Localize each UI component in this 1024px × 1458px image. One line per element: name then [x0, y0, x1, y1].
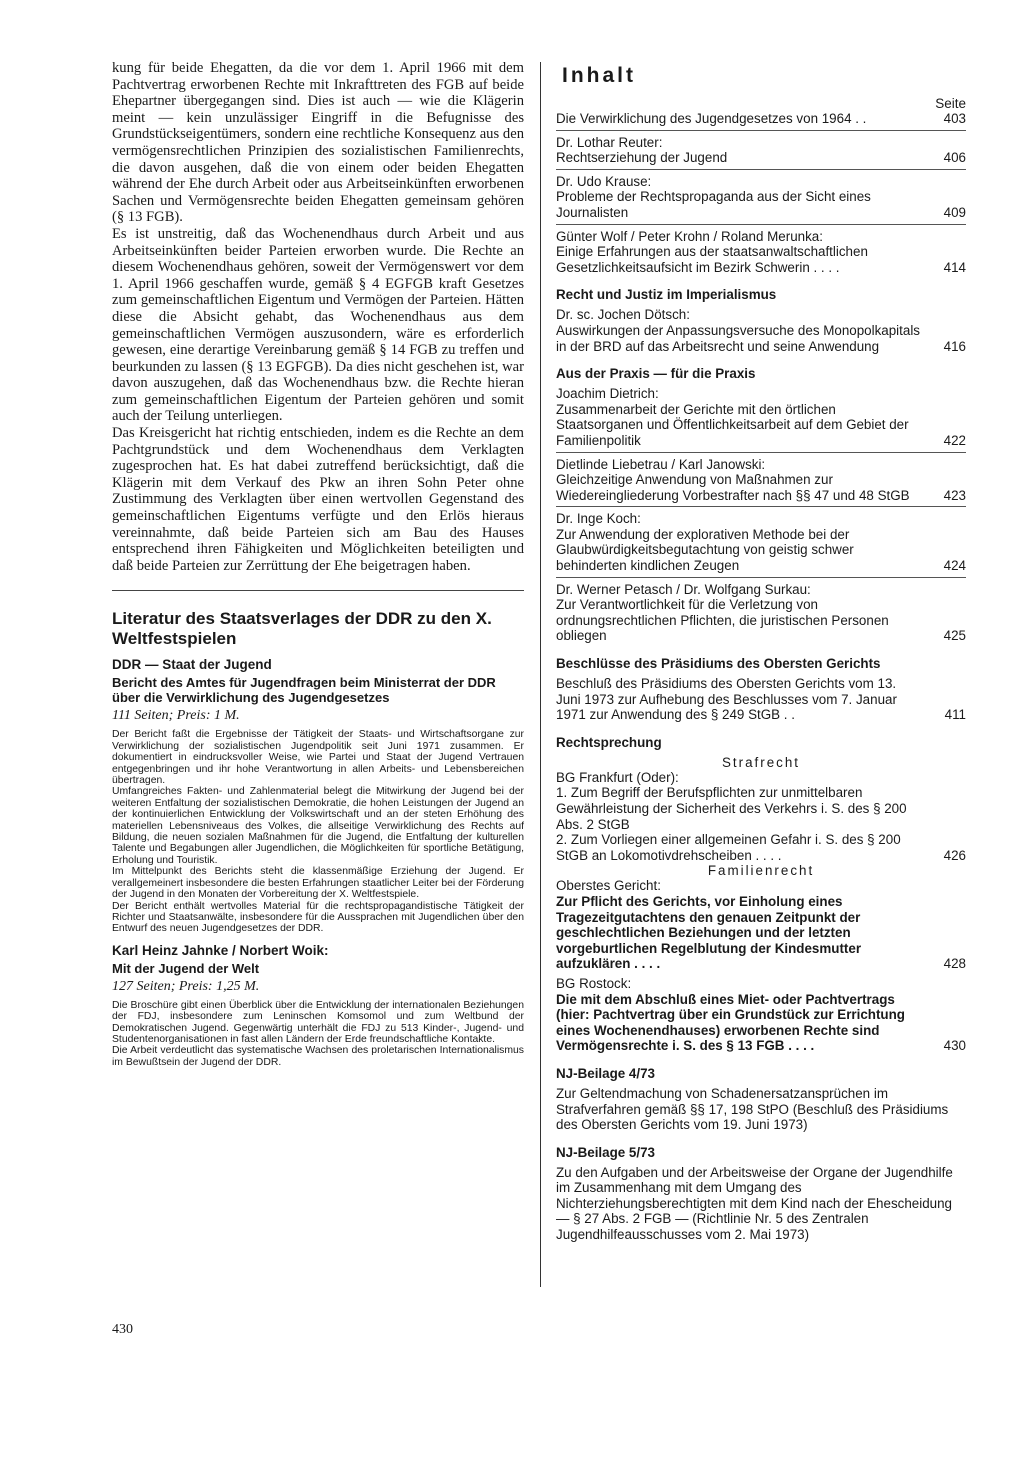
toc-entry-title: Zu den Aufgaben und der Arbeitsweise der Organe der Jugendhilfe im Zusammenhang mit dem Umgang des Nichterziehungsberechtigten mit dem Kind nach der Ehescheidung — § 27 Abs. 2 FGB — (Richtlinie Nr. 5 des Zentralen Jugendhilfeausschusses vom 2. Mai 1973): [556, 1164, 953, 1243]
toc-entry: [556, 457, 966, 504]
toc-entry-author: Dr. sc. Jochen Dötsch:: [556, 307, 690, 323]
toc-entry-author: Dr. Udo Krause:: [556, 173, 652, 189]
toc-entry-title: Einige Erfahrungen aus der staatsanwaltschaftlichen Gesetzlichkeitsaufsicht im Bezirk Schwerin . . . .: [556, 244, 868, 275]
toc-entry-page: 426: [943, 847, 966, 863]
book-title: Mit der Jugend der Welt: [112, 960, 260, 976]
toc-entry-author: Dr. Werner Petasch / Dr. Wolfgang Surkau:: [556, 581, 811, 597]
book-authors: Karl Heinz Jahnke / Norbert Woik:: [112, 942, 329, 958]
toc-entry-title: Zur Verantwortlichkeit für die Verletzung von ordnungsrechtlichen Pflichten, die juristischen Personen obliegen: [556, 597, 889, 644]
paragraph: kung für beide Ehegatten, da die vor dem 1. April 1966 mit dem Pachtvertrag erworbenen Rechte mit Inkrafttreten des FGB auf beide Ehepartner übergegangen sind. Dies ist auch — wie die Klägerin meint — kein unzulässiger Eingriff in die Befugnisse des Grundstückseigentümers, sondern eine rechtliche Konsequenz aus den vermögensrechtlichen Prinzipien des sozialistischen Familienrechts, die davon ausgehen, daß die von einem oder beiden Ehegatten während der Ehe durch Arbeit oder aus Arbeitseinkünften erworbenen Sachen und Vermögensrechte beiden Ehegatten gemeinsam gehören (§ 13 FGB).: [112, 60, 524, 226]
toc-entry-title: Gleichzeitige Anwendung von Maßnahmen zur Wiedereingliederung Vorbestrafter nach §§ 47 und 48 StGB: [556, 472, 910, 503]
toc-entry-title: 1. Zum Begriff der Berufspflichten zur unmittelbaren Gewährleistung der Sicherheit des Verkehrs i. S. des § 200 Abs. 2 StGB: [556, 785, 907, 832]
book-price: 127 Seiten; Preis: 1,25 M.: [112, 978, 260, 994]
divider: [556, 577, 966, 578]
toc-category: NJ-Beilage 5/73: [556, 1144, 655, 1160]
book-description: Der Bericht faßt die Ergebnisse der Tätigkeit der Staats- und Wirtschaftsorgane zur Verwirklichung der sozialistischen Jugendpolitik seit Juni 1971 zusammen. Er dokumentiert in eindrucksvoller Weise, wie Partei und Staat der Jugend Vertrauen entgegenbringen und ihr hohe Verantwortung in allen Arbeits- und Lebensbereichen übertragen.: [112, 729, 524, 787]
toc-entry-title: Probleme der Rechtspropaganda aus der Sicht eines Journalisten: [556, 189, 871, 220]
toc-category: Rechtsprechung: [556, 734, 662, 750]
page-number: 430: [112, 1322, 133, 1337]
toc-entry-page: 425: [943, 628, 966, 644]
toc-entry-title: Zur Pflicht des Gerichts, vor Einholung eines Tragezeitgutachtens den genauen Zeitpunkt der geschlechtlichen Beziehungen und der letzten vorgeburtlichen Regelblutung der Kindesmutter aufzuklären . . . .: [556, 893, 862, 972]
toc-category: Beschlüsse des Präsidiums des Obersten Gerichts: [556, 656, 881, 672]
court-name: BG Rostock:: [556, 975, 632, 991]
divider: [112, 590, 524, 591]
paragraph: Das Kreisgericht hat richtig entschieden, indem es die Rechte an dem Pachtgrundstück und dem Wochenendhaus dem Verklagten zugesprochen hat. Es hat dabei zutreffend berücksichtigt, daß die Klägerin mit dem Verkauf des Pkw an ihren Sohn Peter ohne Zustimmung des Verklagten über einen wertvollen Gegenstand des gemeinschaftlichen Eigentums verfügte und den Erlös hieraus vereinnahmte, daß beide Parteien sich am Bau des Hauses entsprechend ihren Fähigkeiten und Möglichkeiten beteiligten und daß beide Parteien zur Zerrüttung der Ehe beigetragen haben.: [112, 425, 524, 574]
toc-entry-page: 422: [943, 432, 966, 448]
toc-entry: [556, 992, 966, 1054]
judgment-text: [112, 60, 524, 574]
toc-category: Recht und Justiz im Imperialismus: [556, 287, 777, 303]
toc-entry-author: Dietlinde Liebetrau / Karl Janowski:: [556, 456, 766, 472]
toc-entry-page: 430: [943, 1038, 966, 1054]
toc-category: NJ-Beilage 4/73: [556, 1065, 655, 1081]
divider: [556, 130, 966, 131]
book-price: 111 Seiten; Preis: 1 M.: [112, 708, 240, 724]
toc-entry: [556, 676, 966, 723]
toc-entry-title: Die mit dem Abschluß eines Miet- oder Pachtvertrags (hier: Pachtvertrag über ein Grundstück zur Errichtung eines Wochenendhauses) erworbenen Rechte sind Vermögensrechte i. S. des § 13 FGB . . . .: [556, 991, 905, 1054]
toc-entry: [556, 1086, 966, 1133]
divider: [556, 452, 966, 453]
toc-entry: [556, 894, 966, 972]
book-description: Die Broschüre gibt einen Überblick über die Entwicklung der internationalen Beziehungen der FDJ, insbesondere zum Leninschen Komsomol und zum Weltbund der Demokratischen Jugend. Gegenwärtig unterhält die FDJ zu 513 Kinder-, Jugend- und Studentenorganisationen in fast allen Ländern der Erde freundschaftliche Kontakte.: [112, 999, 524, 1045]
toc-subcategory: Familienrecht: [707, 863, 815, 879]
table-of-contents: [556, 60, 966, 1243]
left-column: [112, 60, 524, 1068]
book-description: Der Bericht enthält wertvolles Material für die rechtspropagandistische Tätigkeit der Richter und Staatsanwälte, insbesondere für die Aussprachen mit Jugendlichen über den Entwurf des neuen Jugendgesetzes der DDR.: [112, 900, 524, 935]
toc-entry-page: 409: [943, 204, 966, 220]
toc-entry-author: Günter Wolf / Peter Krohn / Roland Merunka:: [556, 228, 823, 244]
column-divider: [540, 62, 541, 1287]
toc-entry-page: 403: [943, 111, 966, 126]
court-name: Oberstes Gericht:: [556, 878, 661, 894]
toc-entry: [556, 582, 966, 644]
toc-entry: [556, 174, 966, 221]
toc-entry-title: Beschluß des Präsidiums des Obersten Gerichts vom 13. Juni 1973 zur Aufhebung des Beschlusses vom 7. Januar 1971 zur Anwendung des § 249 StGB . .: [556, 676, 897, 723]
literature-section-heading: DDR — Staat der Jugend: [112, 657, 272, 673]
toc-entry: [556, 1165, 966, 1243]
divider: [556, 224, 966, 225]
toc-entry-author: Dr. Inge Koch:: [556, 511, 641, 527]
page-column-label: Seite: [935, 96, 966, 111]
toc-entry: [556, 307, 966, 354]
toc-entry-page: 424: [943, 558, 966, 574]
paragraph: Es ist unstreitig, daß das Wochenendhaus durch Arbeit und aus Arbeitseinkünften beider Parteien erworben wurde. Die Rechte an diesem Wochenendhaus gehören, soweit der Vermögenswert vor dem 1. April 1966 geschaffen wurde, gemäß § 4 EGFGB kraft Gesetzes zum gemeinschaftlichen Eigentum und Vermögen der Parteien. Hätten diese die Absicht gehabt, das Wochenendhaus aus dem gemeinschaftlichen Vermögen auszusondern, wäre es erforderlich gewesen, eine derartige Vereinbarung gemäß § 14 FGB zu treffen und beurkunden zu lassen (§ 13 EGFGB). Da dies nicht geschehen ist, war davon auszugehen, daß das Wochenendhaus bzw. die Rechte hieran zum gemeinschaftlichen Eigentum der Parteien gehören und somit auch der Teilung unterliegen.: [112, 225, 524, 425]
toc-entry-title: Auswirkungen der Anpassungsversuche des Monopolkapitals in der BRD auf das Arbeitsrecht und seine Anwendung: [556, 322, 920, 354]
toc-entry-title: Zur Geltendmachung von Schadenersatzansprüchen im Strafverfahren gemäß §§ 17, 198 StPO (Beschluß des Präsidiums des Obersten Gerichts vom 19. Juni 1973): [556, 1085, 949, 1133]
toc-entry-author: Joachim Dietrich:: [556, 386, 659, 402]
toc-entry: [556, 511, 966, 573]
toc-entry-title: Die Verwirklichung des Jugendgesetzes von 1964 . .: [556, 111, 867, 126]
toc-category: Aus der Praxis — für die Praxis: [556, 366, 756, 382]
book-description: Umfangreiches Fakten- und Zahlenmaterial belegt die Mitwirkung der Jugend bei der weiteren Entfaltung der sozialistischen Demokratie, die hohen Leistungen der Jugend an der kontinuierlichen Entwicklung der Volkswirtschaft und an der steten Erhöhung des materiellen Lebensniveaus des Volkes, die allseitige Verwirklichung des Rechts auf Bildung, die neuen sozialen Maßnahmen für die Jugend, die Entfaltung der kulturellen Talente und Begabungen aller Jugendlichen, die Möglichkeiten für sportliche Betätigung, Erholung und Touristik.: [112, 786, 524, 866]
book-description: Die Arbeit verdeutlicht das systematische Wachsen des proletarischen Internationalismus im Bewußtsein der Jugend der DDR.: [112, 1045, 524, 1068]
divider: [556, 506, 966, 507]
literature-title: Literatur des Staatsverlages der DDR zu den X. Weltfestspielen: [112, 609, 492, 649]
divider: [556, 169, 966, 170]
toc-entry: [556, 135, 966, 166]
book-description: Im Mittelpunkt des Berichts steht die klassenmäßige Erziehung der Jugend. Er verallgemeinert insbesondere die besten Erfahrungen staatlicher Leiter bei der Förderung der Jugend in den Monaten der Vorbereitung der X. Weltfestspiele.: [112, 866, 524, 901]
toc-entry-title: Zur Anwendung der explorativen Methode bei der Glaubwürdigkeitsbegutachtung von geistig schwer behinderten kindlichen Zeugen: [556, 526, 854, 574]
toc-entry-page: 406: [943, 150, 966, 166]
court-name: BG Frankfurt (Oder):: [556, 769, 679, 785]
toc-entry: [556, 111, 966, 127]
toc-entry-page: 414: [943, 259, 966, 275]
toc-entry-page: 411: [944, 707, 966, 723]
toc-entry: [556, 229, 966, 276]
toc-entry-title: 2. Zum Vorliegen einer allgemeinen Gefahr i. S. des § 200 StGB an Lokomotivdrehscheiben . . . .: [556, 832, 901, 863]
toc-entry: [556, 785, 966, 863]
book-title: Bericht des Amtes für Jugendfragen beim Ministerrat der DDR über die Verwirklichung des Jugendgesetzes: [112, 675, 496, 706]
toc-subcategory: Strafrecht: [721, 754, 801, 770]
toc-entry-page: 416: [943, 338, 966, 354]
toc-entry-page: 428: [943, 956, 966, 972]
toc-entry-page: 423: [943, 487, 966, 503]
toc-entry-author: Dr. Lothar Reuter:: [556, 134, 663, 150]
toc-entry-title: Zusammenarbeit der Gerichte mit den örtlichen Staatsorganen und Öffentlichkeitsarbeit auf dem Gebiet der Familienpolitik: [556, 401, 909, 448]
literature-section: [112, 609, 524, 1068]
toc-entry: [556, 386, 966, 448]
toc-entry-title: Rechtserziehung der Jugend: [556, 150, 728, 166]
toc-heading: Inhalt: [562, 64, 636, 87]
